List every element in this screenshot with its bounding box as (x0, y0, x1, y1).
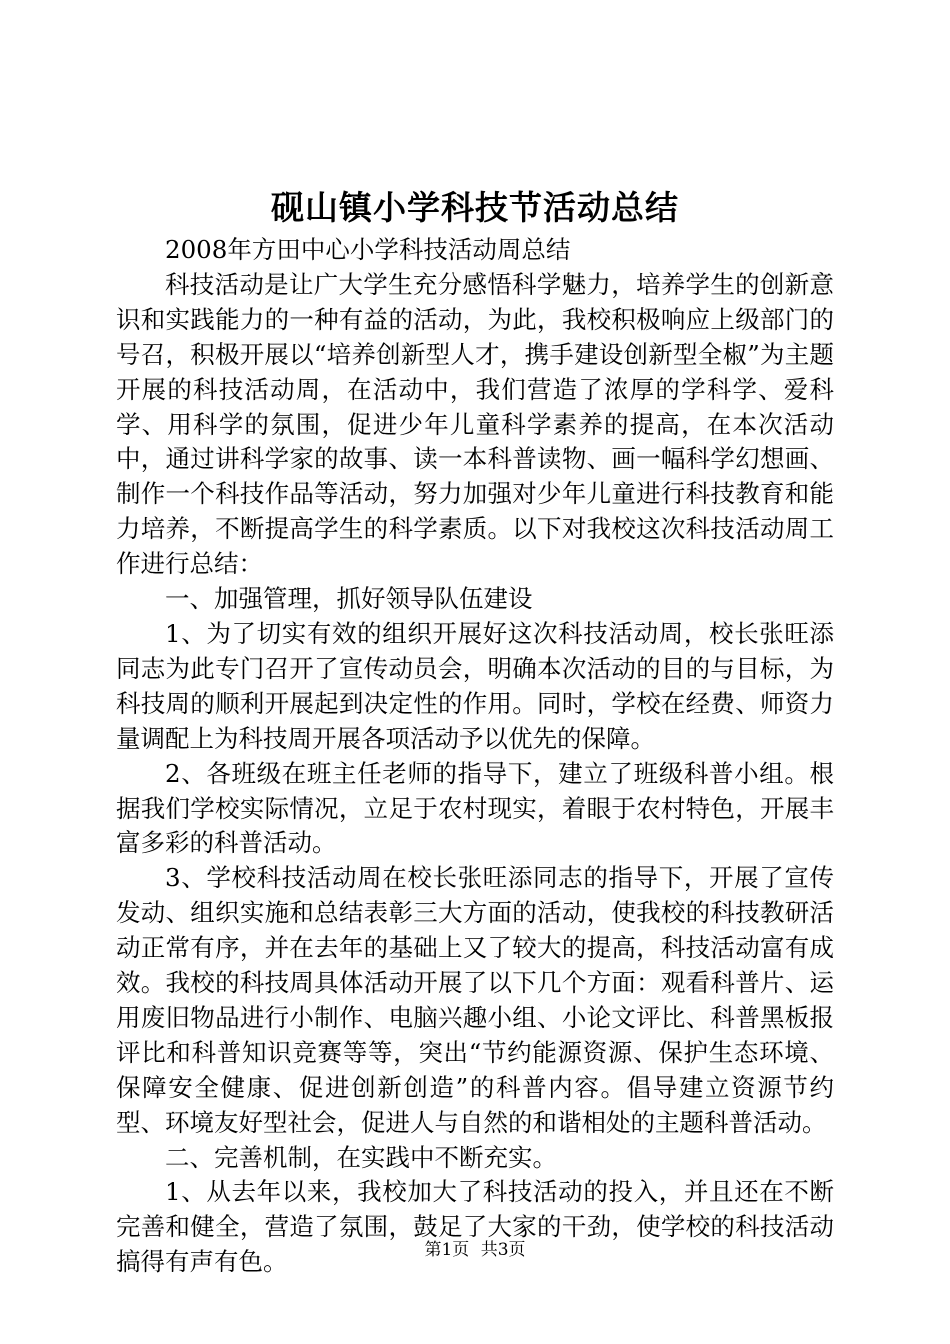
paragraph-1-3: 3、学校科技活动周在校长张旺添同志的指导下，开展了宣传发动、组织实施和总结表彰三大方面的活动，使我校的科技教研活动正常有序，并在去年的基础上又了较大的提高，科技活动富有成效。我校的科技周具体活动开展了以下几个方面：观看科普片、运用废旧物品进行小制作、电脑兴趣小组、小论文评比、科普黑板报评比和科普知识竞赛等等，突出“节约能源资源、保护生态环境、保障安全健康、促进创新创造”的科普内容。倡导建立资源节约型、环境友好型社会，促进人与自然的和谐相处的主题科普活动。 (116, 863, 834, 1137)
page-total: 共3页 (480, 1240, 526, 1260)
document-title: 砚山镇小学科技节活动总结 (271, 188, 679, 227)
section-heading-2: 二、完善机制，在实践中不断充实。 (165, 1142, 557, 1172)
section-heading-1: 一、加强管理，抓好领导队伍建设 (165, 584, 533, 614)
document-body (116, 233, 834, 1280)
paragraph-1-1: 1、为了切实有效的组织开展好这次科技活动周，校长张旺添同志为此专门召开了宣传动员会，明确本次活动的目的与目标，为科技周的顺利开展起到决定性的作用。同时，学校在经费、师资力量调配上为科技周开展各项活动予以优先的保障。 (116, 618, 834, 753)
page-footer (0, 1238, 950, 1262)
paragraph-subtitle: 2008年方田中心小学科技活动周总结 (165, 235, 571, 264)
paragraph-2-1: 1、从去年以来，我校加大了科技活动的投入，并且还在不断完善和健全，营造了氛围，鼓足了大家的干劲，使学校的科技活动搞得有声有色。 (116, 1177, 834, 1277)
paragraph-1-2: 2、各班级在班主任老师的指导下，建立了班级科普小组。根据我们学校实际情况，立足于农村现实，着眼于农村特色，开展丰富多彩的科普活动。 (116, 758, 834, 858)
page-number: 第1页 (424, 1240, 470, 1260)
paragraph-intro: 科技活动是让广大学生充分感悟科学魅力，培养学生的创新意识和实践能力的一种有益的活动，为此，我校积极响应上级部门的号召，积极开展以“培养创新型人才，携手建设创新型全椒”为主题开展的科技活动周，在活动中，我们营造了浓厚的学科学、爱科学、用科学的氛围，促进少年儿童科学素养的提高，在本次活动中，通过讲科学家的故事、读一本科普读物、画一幅科学幻想画、制作一个科技作品等活动，努力加强对少年儿童进行科技教育和能力培养，不断提高学生的科学素质。以下对我校这次科技活动周工作进行总结： (116, 269, 834, 579)
